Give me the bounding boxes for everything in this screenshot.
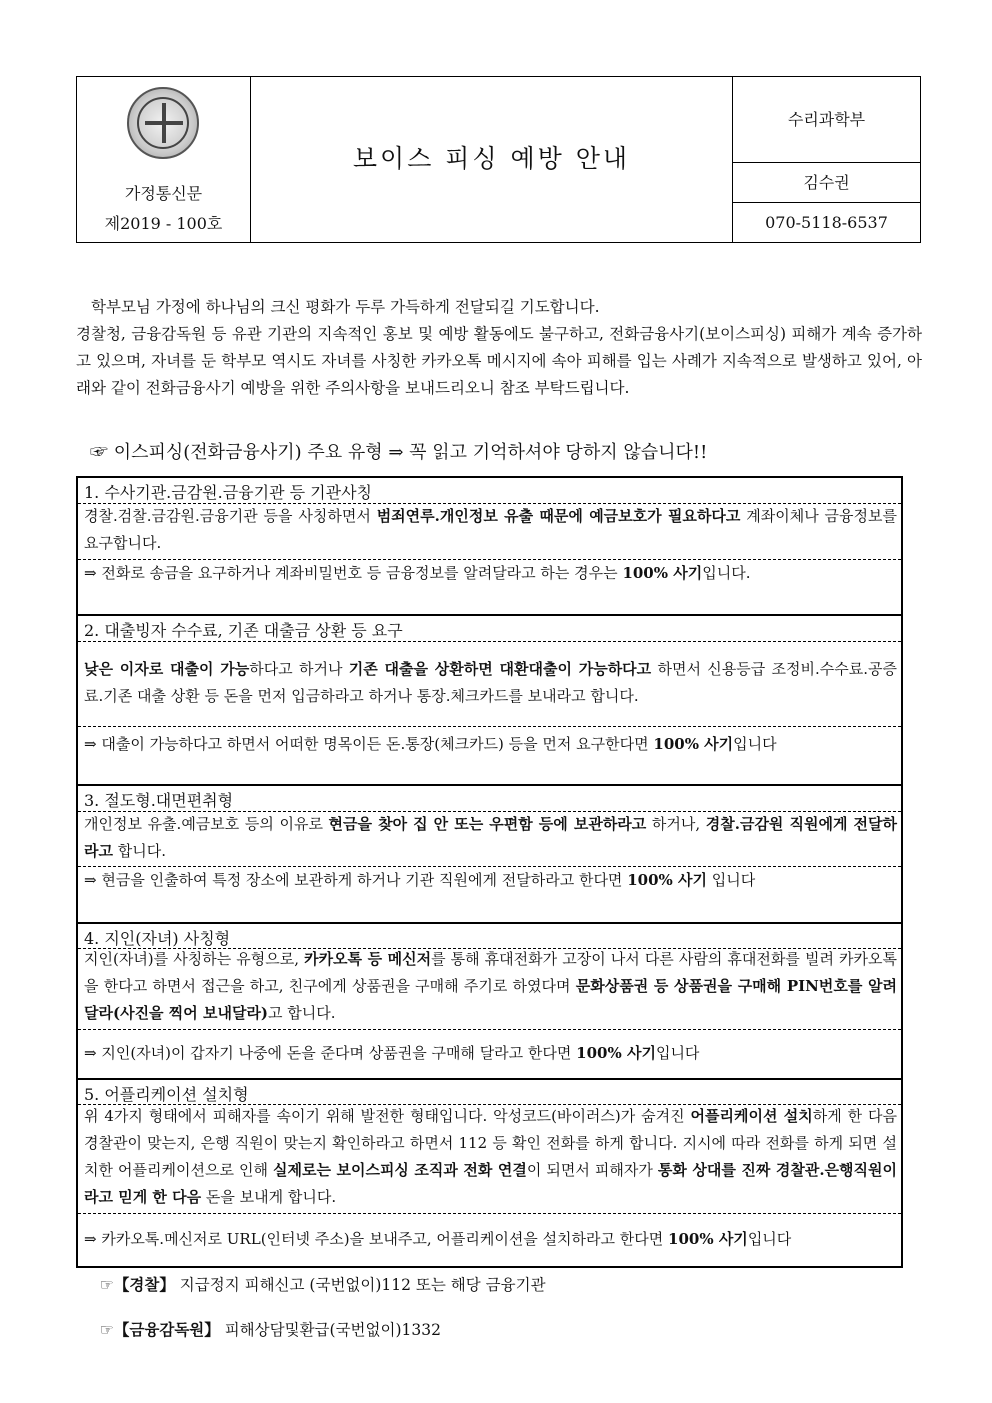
- types-subheading: ☞ 이스피싱(전화금융사기) 주요 유형 ⇒ 꼭 읽고 기억하셔야 당하지 않습니다!!: [90, 442, 708, 463]
- department: 수리과학부: [733, 77, 920, 163]
- fss-contact: ☞【금융감독원】 피해상담및환급(국번없이)1332: [100, 1320, 441, 1339]
- police-contact: ☞【경찰】 지급정지 피해신고 (국번없이)112 또는 해당 금융기관: [100, 1275, 546, 1294]
- section-heading: 1. 수사기관.금감원.금융기관 등 기관사칭: [84, 483, 372, 502]
- phishing-types-box: [76, 476, 903, 1268]
- doc-number: 제2019 - 100호: [104, 214, 223, 233]
- intro-greeting: 학부모님 가정에 하나님의 크신 평화가 두루 가득하게 전달되길 기도합니다.: [91, 298, 600, 316]
- page-title: 보이스 피싱 예방 안내: [352, 144, 631, 173]
- header-right-cell: [732, 77, 920, 242]
- intro-text: [76, 294, 922, 402]
- section-body: 낮은 이자로 대출이 가능하다고 하거나 기존 대출을 상환하면 대환대출이 가능하다고 하면서 신용등급 조정비.수수료.공증료.기존 대출 상환 등 돈을 먼저 입금하라고 하거나 통장.체크카드를 보내라고 합니다.: [84, 660, 897, 705]
- section-body: 경찰.검찰.금감원.금융기관 등을 사칭하면서 범죄연루.개인정보 유출 때문에 예금보호가 필요하다고 계좌이체나 금융정보를 요구합니다.: [84, 507, 898, 552]
- school-logo-icon: [127, 87, 199, 159]
- doc-type: 가정통신문: [124, 184, 203, 203]
- section-heading: 3. 절도형.대면편취형: [84, 791, 234, 810]
- pointer-icon: ☞: [100, 1276, 114, 1294]
- section-heading: 2. 대출빙자 수수료, 기존 대출금 상환 등 요구: [84, 621, 403, 640]
- section-heading: 4. 지인(자녀) 사칭형: [84, 929, 231, 948]
- section-body: 개인정보 유출.예금보호 등의 이유로 현금을 찾아 집 안 또는 우편함 등에 보관하라고 하거나, 경찰.금감원 직원에게 전달하라고 합니다.: [84, 815, 897, 860]
- section-warning: ⇒ 현금을 인출하여 특정 장소에 보관하게 하거나 기관 직원에게 전달하라고 한다면 100% 사기 입니다: [84, 871, 756, 889]
- phone-number: 070-5118-6537: [765, 213, 888, 232]
- section-body: 지인(자녀)를 사칭하는 유형으로, 카카오톡 등 메신저를 통해 휴대전화가 고장이 나서 다른 사람의 휴대전화를 빌려 카카오톡을 한다고 하면서 접근을 하고, 친구에게 상품권을 구매해 주기로 하였다며 문화상품권 등 상품권을 구매해 PIN번호를 알려달라(사진을 찍어 보내달라)고 합니다.: [84, 950, 897, 1022]
- teacher-name: 김수권: [733, 163, 920, 203]
- section-body: 위 4가지 형태에서 피해자를 속이기 위해 발전한 형태입니다. 악성코드(바이러스)가 숨겨진 어플리케이션 설치하게 한 다음 경찰관이 맞는지, 은행 직원이 맞는지 확인하라고 하면서 112 등 확인 전화를 하게 합니다. 지시에 따라 전화를 하게 되면 설치한 어플리케이션으로 인해 실제로는 보이스피싱 조직과 전화 연결이 되면서 피해자가 통화 상대를 진짜 경찰관.은행직원이라고 믿게 한 다음 돈을 보내게 합니다.: [84, 1107, 897, 1206]
- header-left-cell: [77, 77, 251, 242]
- section-warning: ⇒ 전화로 송금을 요구하거나 계좌비밀번호 등 금융정보를 알려달라고 하는 경우는 100% 사기입니다.: [84, 564, 751, 582]
- header-table: [76, 76, 921, 243]
- intro-body: 경찰청, 금융감독원 등 유관 기관의 지속적인 홍보 및 예방 활동에도 불구하고, 전화금융사기(보이스피싱) 피해가 계속 증가하고 있으며, 자녀를 둔 학부모 역시도 자녀를 사칭한 카카오톡 메시지에 속아 피해를 입는 사례가 지속적으로 발생하고 있어, 아래와 같이 전화금융사기 예방을 위한 주의사항을 보내드리오니 참조 부탁드립니다.: [76, 325, 922, 397]
- section-warning: ⇒ 대출이 가능하다고 하면서 어떠한 명목이든 돈.통장(체크카드) 등을 먼저 요구한다면 100% 사기입니다: [84, 735, 777, 753]
- pointer-icon: ☞: [100, 1321, 114, 1339]
- section-warning: ⇒ 카카오톡.메신저로 URL(인터넷 주소)을 보내주고, 어플리케이션을 설치하라고 한다면 100% 사기입니다: [84, 1230, 792, 1248]
- section-warning: ⇒ 지인(자녀)이 갑자기 나중에 돈을 준다며 상품권을 구매해 달라고 한다면 100% 사기입니다: [84, 1044, 700, 1062]
- section-heading: 5. 어플리케이션 설치형: [84, 1085, 249, 1104]
